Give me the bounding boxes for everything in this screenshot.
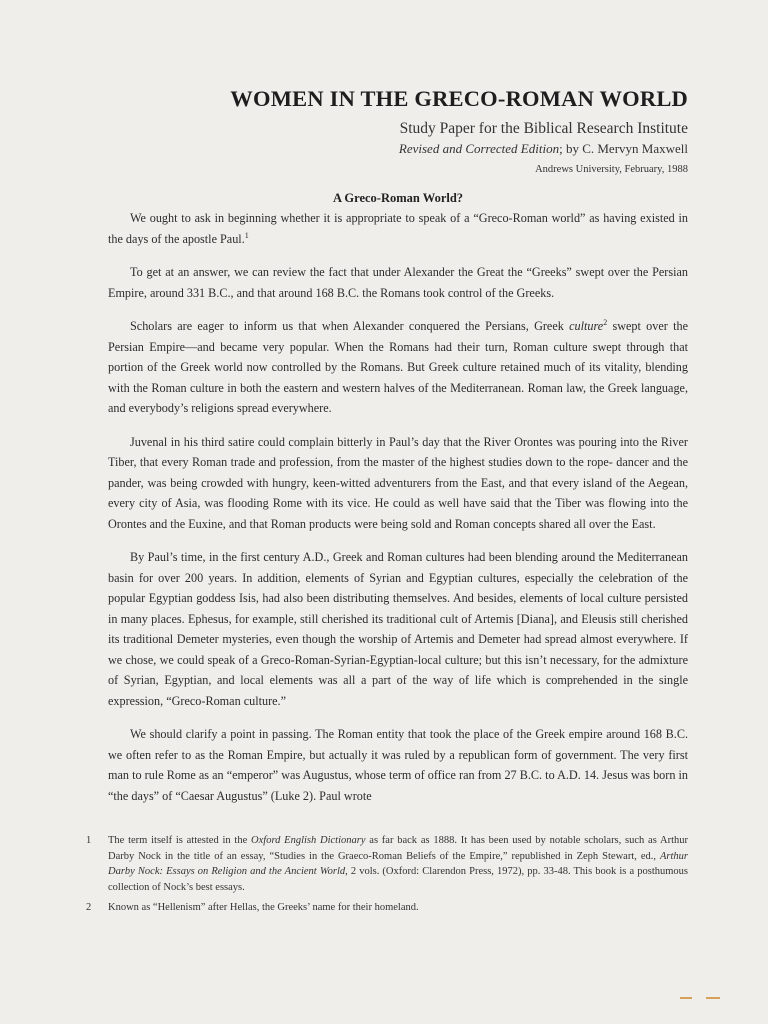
section-heading: A Greco-Roman World? [332, 191, 464, 205]
footnote-text: The term itself is attested in the Oxford English Dictionary as far back as 1888. It has been used by notable scholars, such as Arthur Darby Nock in the title of an essay, “Studies in the Graeco-Roman Beliefs of the Empire,” republished in Zeph Stewart, ed., Arthur Darby Nock: Essays on Religion and the Ancient World, 2 vols. (Oxford: Clarendon Press, 1972), pp. 33-48. This book is a posthumous collection of Nock’s best essays. [108, 835, 688, 893]
paragraph-2: To get at an answer, we can review the fact that under Alexander the Great the “Greeks” swept over the Persian Empire, around 331 B.C., and that around 168 B.C. the Romans took control of the Greeks. [108, 265, 688, 300]
footnotes [86, 833, 688, 921]
footnote-ref-2: 2 [603, 317, 608, 327]
footnote-ref-1: 1 [244, 230, 249, 240]
culture-emphasis: culture [569, 319, 604, 333]
document-title: WOMEN IN THE GRECO-ROMAN WORLD [230, 86, 688, 111]
edition-line [108, 140, 688, 158]
document-subtitle: Study Paper for the Biblical Research Institute [399, 120, 688, 137]
footnote-2 [86, 900, 688, 916]
edition-author: ; by C. Mervyn Maxwell [559, 141, 688, 156]
document-date: Andrews University, February, 1988 [535, 164, 688, 175]
document-body [108, 188, 688, 819]
footnote-1 [86, 833, 688, 895]
paragraph-1: We ought to ask in beginning whether it is appropriate to speak of a “Greco-Roman world” as having existed in the days of the apostle Paul.$^1$ [108, 211, 688, 246]
paragraph-6: We should clarify a point in passing. The Roman entity that took the place of the Greek empire around 168 B.C. we often refer to as the Roman Empire, but actually it was ruled by a republican form of government. The very first man to rule Rome as an “emperor” was Augustus, whose term of office ran from 27 B.C. to A.D. 14. Jesus was born in “the days” of “Caesar Augustus” (Luke 2). Paul wrote [108, 727, 688, 803]
document-header [108, 84, 688, 178]
footnote-number: 2 [86, 902, 92, 913]
paragraph-3: Scholars are eager to inform us that when Alexander conquered the Persians, Greek culture$^2$ swept over the Persian Empire—and became very popular. When the Romans had their turn, Roman culture swept through that portion of the Greek world now controlled by the Romans. But Greek culture retained much of its vitality, blending with the Roman culture in both the eastern and western halves of the Mediterranean. Roman law, the Greek language, and everybody’s religions spread everywhere. [108, 317, 689, 415]
footnote-text: Known as “Hellenism” after Hellas, the Greeks’ name for their homeland. [108, 902, 419, 913]
scan-mark [706, 997, 720, 999]
paragraph-4: Juvenal in his third satire could complain bitterly in Paul’s day that the River Orontes was pouring into the River Tiber, that every Roman trade and profession, from the master of the highest studies down to the rope- dancer and the pander, was being crowded with hungry, keen-witted adventurers from the East, and that every island of the Aegean, every city of Asia, was flooding Rome with its vice. He could as well have said that the Tiber was flowing into the Orontes and the Euxine, and that Roman products were being sold and Roman concepts shared all over the East. [108, 434, 688, 531]
scan-marks [680, 994, 730, 1002]
footnote-number: 1 [86, 835, 92, 846]
paragraph-5: By Paul’s time, in the first century A.D., Greek and Roman cultures had been blending around the Mediterranean basin for over 200 years. In addition, elements of Syrian and Egyptian cultures, especially the celebration of the popular Egyptian goddess Isis, had also been distributing themselves. And besides, elements of local culture persisted in many places. Ephesus, for example, still cherished its traditional cult of Artemis [Diana], and Eleusis still cherished its traditional Demeter mysteries, even though the worship of Artemis and Demeter had spread almost everywhere. If we chose, we could speak of a Greco-Roman-Syrian-Egyptian-local culture; but this isn’t necessary, for the admixture of Syrian, Egyptian, and local elements was all a part of the way of life which is comprehended in the single expression, “Greco-Roman culture.” [108, 550, 688, 708]
scan-mark [680, 997, 692, 999]
edition-italic: Revised and Corrected Edition [398, 141, 560, 156]
